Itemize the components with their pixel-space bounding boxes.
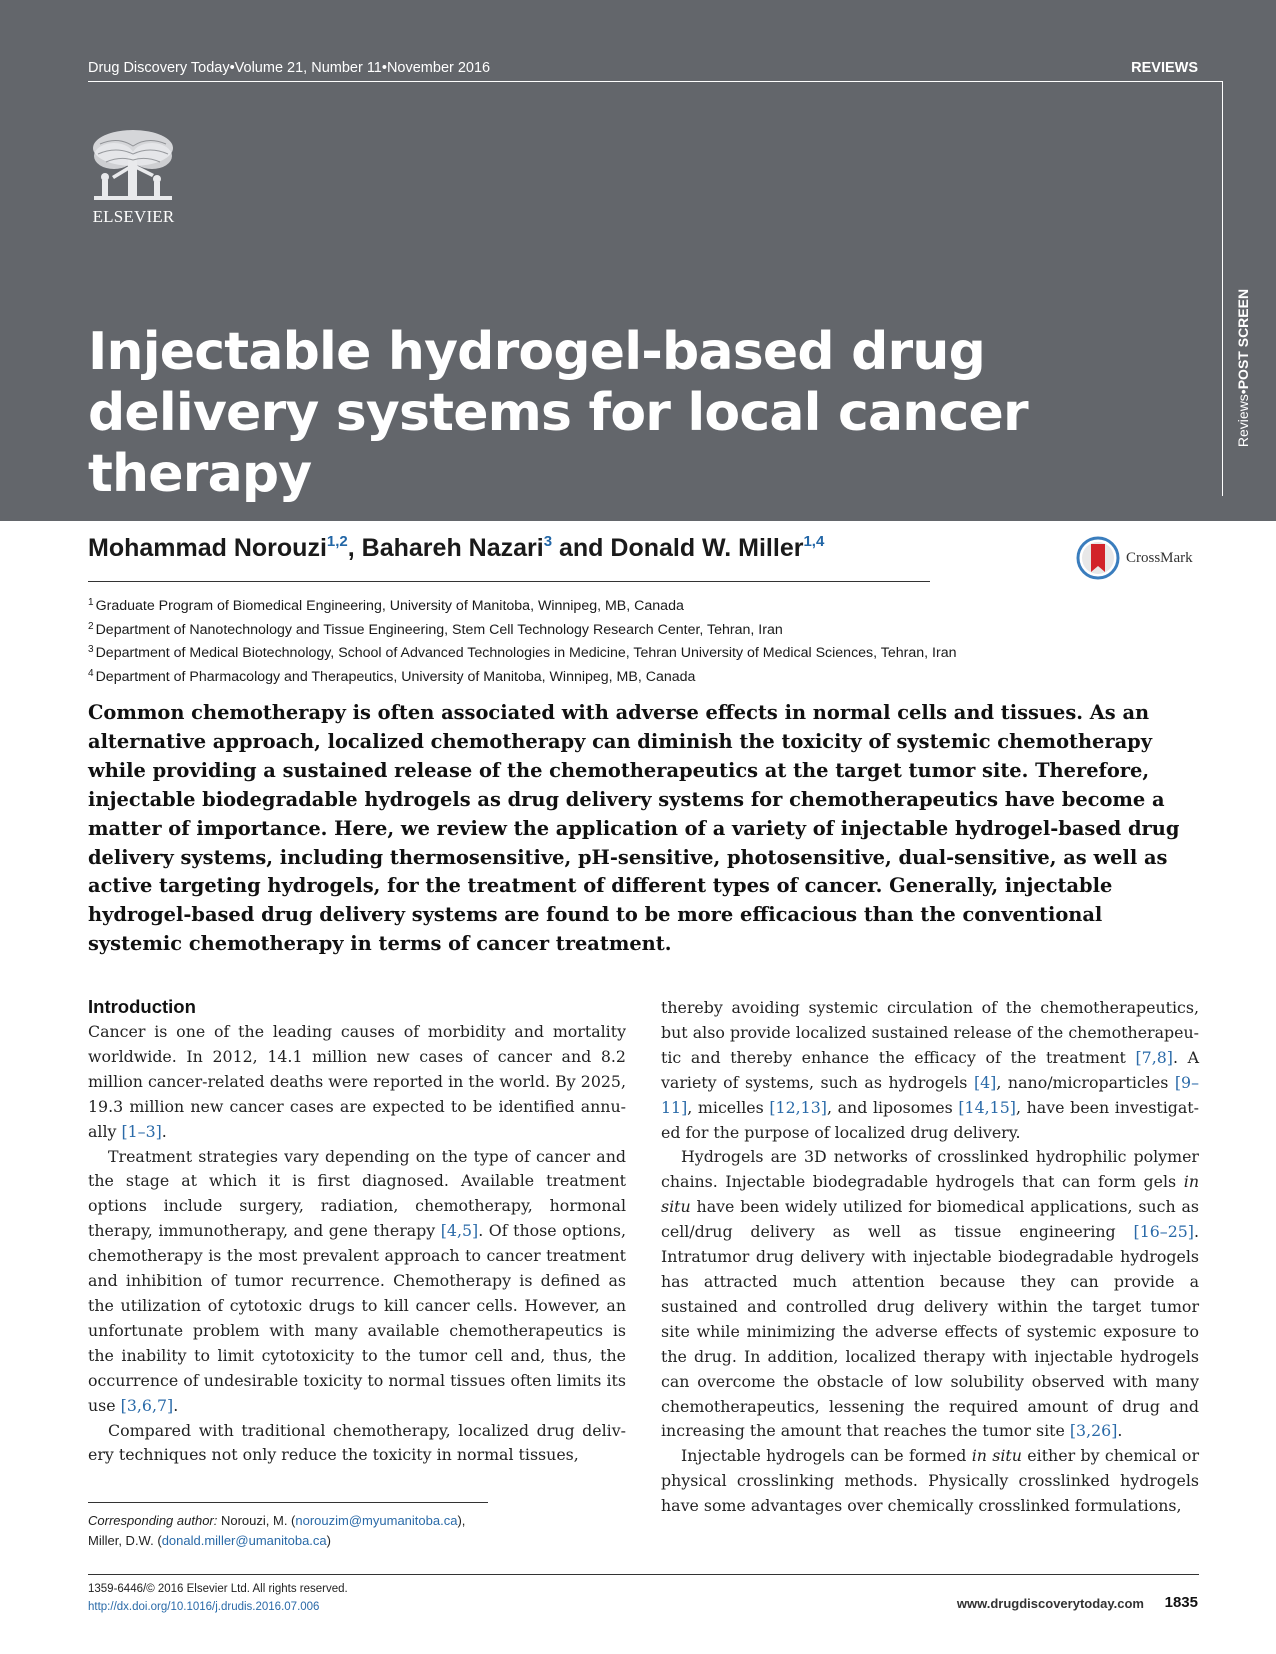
text-run: Cancer is one of the leading causes of morbidity and mortality worldwide. In 2012, 14.1 million new cases of cancer and 8.2 million cancer-related deaths were reported in the world. By 2025, 19.3 million new cancer cases are expected to be identified annually [88, 1022, 626, 1141]
corresponding-author-note [88, 1511, 608, 1551]
body-paragraph [661, 996, 1199, 1145]
author-2 [362, 534, 611, 562]
italic-term: in situ [661, 1172, 1199, 1217]
text-run: have been widely utilized for biomedical applications, such as cell/drug delivery as well as tissue engineering [661, 1197, 1199, 1242]
elsevier-logo-text: ELSEVIER [92, 207, 175, 226]
crossmark-icon [1076, 536, 1120, 580]
citation-link[interactable]: [9–11] [661, 1072, 1199, 1117]
journal-website[interactable]: www.drugdiscoverytoday.com [956, 1596, 1144, 1611]
author-name: Bahareh Nazari [361, 534, 544, 562]
citation-link[interactable]: [4,5] [440, 1221, 479, 1241]
affiliation-text: Department of Medical Biotechnology, School of Advanced Technologies in Medicine, Tehran University of Medical Sciences, Tehran, Iran [95, 645, 957, 661]
text-run: , and liposomes [826, 1097, 959, 1117]
page-number: 1835 [1164, 1594, 1198, 1611]
affiliation-1 [88, 593, 1188, 617]
citation-link[interactable]: [12,13] [769, 1097, 827, 1117]
body-paragraph [88, 1419, 626, 1469]
affiliation-3 [88, 640, 1188, 664]
citation-link[interactable]: [1–3] [121, 1121, 162, 1141]
affiliation-text: Department of Nanotechnology and Tissue Engineering, Stem Cell Technology Research Center, Tehran, Iran [95, 621, 783, 638]
author-separator: and [552, 534, 611, 562]
italic-term: in situ [971, 1446, 1022, 1466]
doi-link[interactable]: http://dx.doi.org/10.1016/j.drudis.2016.07.006 [88, 1601, 320, 1613]
citation-link[interactable]: [4] [973, 1072, 997, 1092]
text-run: . Of those options, chemotherapy is the most prevalent approach to cancer treatment and inhibition of tumor recurrence. Chemotherapy is defined as the utilization of cytotoxic drugs to kill cancer cells. However, an unfortunate problem with many available chemotherapeutics is the inability to limit cytotoxicity to the tumor cell and, thus, the occurrence of undesirable toxicity to normal tissues often limits its use [88, 1221, 626, 1415]
crossmark-button[interactable] [1076, 536, 1193, 580]
author-name: Donald W. Miller [610, 534, 804, 562]
affiliation-number: 3 [88, 644, 94, 655]
citation-link[interactable]: [16–25] [1133, 1222, 1194, 1242]
text-run: Treatment strategies vary depending on the type of cancer and the stage at which it is first diagnosed. Available treatment options include surgery, radiation, chemotherapy, hormonal therapy, immunotherapy, and gene therapy [88, 1146, 626, 1241]
affiliation-number: 4 [88, 667, 94, 679]
right-column-paragraphs [661, 996, 1199, 1519]
author-3 [610, 534, 824, 562]
header-rule [88, 81, 1222, 82]
article-title: Injectable hydrogel-based drug delivery systems for local cancer therapy [88, 322, 1028, 504]
affiliation-number: 2 [88, 620, 94, 632]
author-1 [88, 534, 362, 562]
side-tab [1231, 238, 1255, 498]
header-side-rule [1222, 81, 1223, 496]
corresponding-label: Corresponding author: [88, 1513, 218, 1528]
text-run: Hydrogels are 3D networks of crosslinked hydrophilic polymer chains. Injectable biodegradable hydrogels that can form gels [661, 1147, 1199, 1192]
citation-link[interactable]: [7,8] [1135, 1047, 1173, 1067]
text-run: Compared with traditional chemotherapy, localized drug delivery techniques not only reduce the toxicity in normal tissues, [88, 1420, 626, 1465]
body-paragraph [88, 1020, 626, 1145]
citation-link[interactable]: [3,6,7] [120, 1395, 174, 1415]
section-heading-introduction: Introduction [88, 996, 196, 1017]
text-run: . A variety of systems, such as hydrogels [661, 1047, 1200, 1092]
affiliation-4 [88, 664, 1188, 688]
corresponding-name-1: Norouzi, M. [217, 1513, 292, 1528]
text-run: . [1117, 1421, 1123, 1441]
citation-link[interactable]: [3,26] [1069, 1421, 1118, 1441]
body-column-left [88, 996, 626, 1468]
text-run: , have been investigated for the purpose of localized drug delivery. [661, 1097, 1199, 1142]
author-affiliation-ref[interactable]: 3 [543, 533, 553, 550]
body-paragraph [661, 1145, 1199, 1444]
text-run: Injectable hydrogels can be formed [681, 1446, 972, 1466]
body-paragraph [661, 1444, 1199, 1519]
author-affiliation-ref[interactable]: 1,4 [803, 533, 825, 550]
corresponding-name-2: Miller, D.W. [88, 1533, 158, 1548]
text-run: either by chemical or physical crosslinking methods. Physically crosslinked hydrogels have some advantages over chemically crosslinked formulations, [661, 1446, 1199, 1516]
affiliation-text: Department of Pharmacology and Therapeutics, University of Manitoba, Winnipeg, MB, Canada [95, 668, 696, 685]
email-link-1[interactable]: norouzim@myumanitoba.ca [295, 1513, 458, 1528]
footnote-rule [88, 1502, 488, 1503]
citation-link[interactable]: [14,15] [958, 1097, 1016, 1117]
text-run: thereby avoiding systemic circulation of the chemotherapeutics, but also provide localized sustained release of the chemotherapeutic and thereby enhance the efficacy of the treatment [661, 998, 1199, 1067]
body-column-right [661, 996, 1199, 1519]
affiliations [88, 593, 1188, 687]
section-label: REVIEWS [1131, 60, 1198, 76]
affiliation-number: 1 [88, 597, 94, 608]
author-separator: , [347, 534, 362, 562]
affiliation-text: Graduate Program of Biomedical Engineering, University of Manitoba, Winnipeg, MB, Canada [95, 598, 684, 614]
issn-copyright: 1359-6446/© 2016 Elsevier Ltd. All rights reserved. [88, 1583, 348, 1595]
text-run: . [173, 1395, 179, 1415]
text-run: . Intratumor drug delivery with injectable biodegradable hydrogels has attracted much attention because they can provide a sustained and controlled drug delivery within the target tumor site while minimizing the adverse effects of systemic exposure to the drug. In addition, localized therapy with injectable hydrogels can overcome the obstacle of low solubility observed with many chemotherapeutics, lessening the required amount of drug and increasing the amount that reaches the tumor site [661, 1222, 1199, 1441]
abstract: Common chemotherapy is often associated with adverse effects in normal cells and tissues. As an alternative approach, localized chemotherapy can diminish the toxicity of systemic chemotherapy while providing a sustained release of the chemotherapeutics at the target tumor site. Therefore, injectable biodegradable hydrogels as drug delivery systems for chemotherapeutics have become a matter of importance. Here, we review the application of a variety of injectable hydrogel-based drug delivery systems, including thermosensitive, pH-sensitive, photosensitive, dual-sensitive, as well as active targeting hydrogels, for the treatment of different types of cancer. Generally, injectable hydrogel-based drug delivery systems are found to be more efficacious than the conventional systemic chemotherapy in terms of cancer treatment. [88, 701, 1180, 956]
author-affiliation-ref[interactable]: 1,2 [326, 533, 348, 550]
side-tab-bold: POST SCREEN [1235, 288, 1251, 390]
authors-rule [88, 581, 930, 582]
email-link-2[interactable]: donald.miller@umanitoba.ca [161, 1533, 327, 1548]
author-list [88, 533, 824, 563]
text-run: , micelles [687, 1097, 770, 1117]
side-tab-sep: • [1235, 389, 1251, 395]
footer-rule [88, 1574, 1199, 1575]
corresponding-line-1: Corresponding author: Norouzi, M. (norouzim@myumanitoba.ca), [88, 1513, 466, 1528]
running-head: Drug Discovery Today•Volume 21, Number 11•November 2016 [88, 60, 491, 76]
corresponding-line-2: Miller, D.W. (donald.miller@umanitoba.ca) [88, 1533, 331, 1548]
affiliation-2 [88, 617, 1188, 641]
text-run: . [161, 1121, 167, 1141]
body-paragraph [88, 1145, 626, 1419]
left-column-paragraphs [88, 1020, 626, 1468]
text-run: , nano/microparticles [996, 1072, 1175, 1092]
side-tab-light: Reviews [1235, 394, 1251, 448]
crossmark-label: CrossMark [1126, 549, 1193, 566]
author-name: Mohammad Norouzi [88, 534, 327, 562]
